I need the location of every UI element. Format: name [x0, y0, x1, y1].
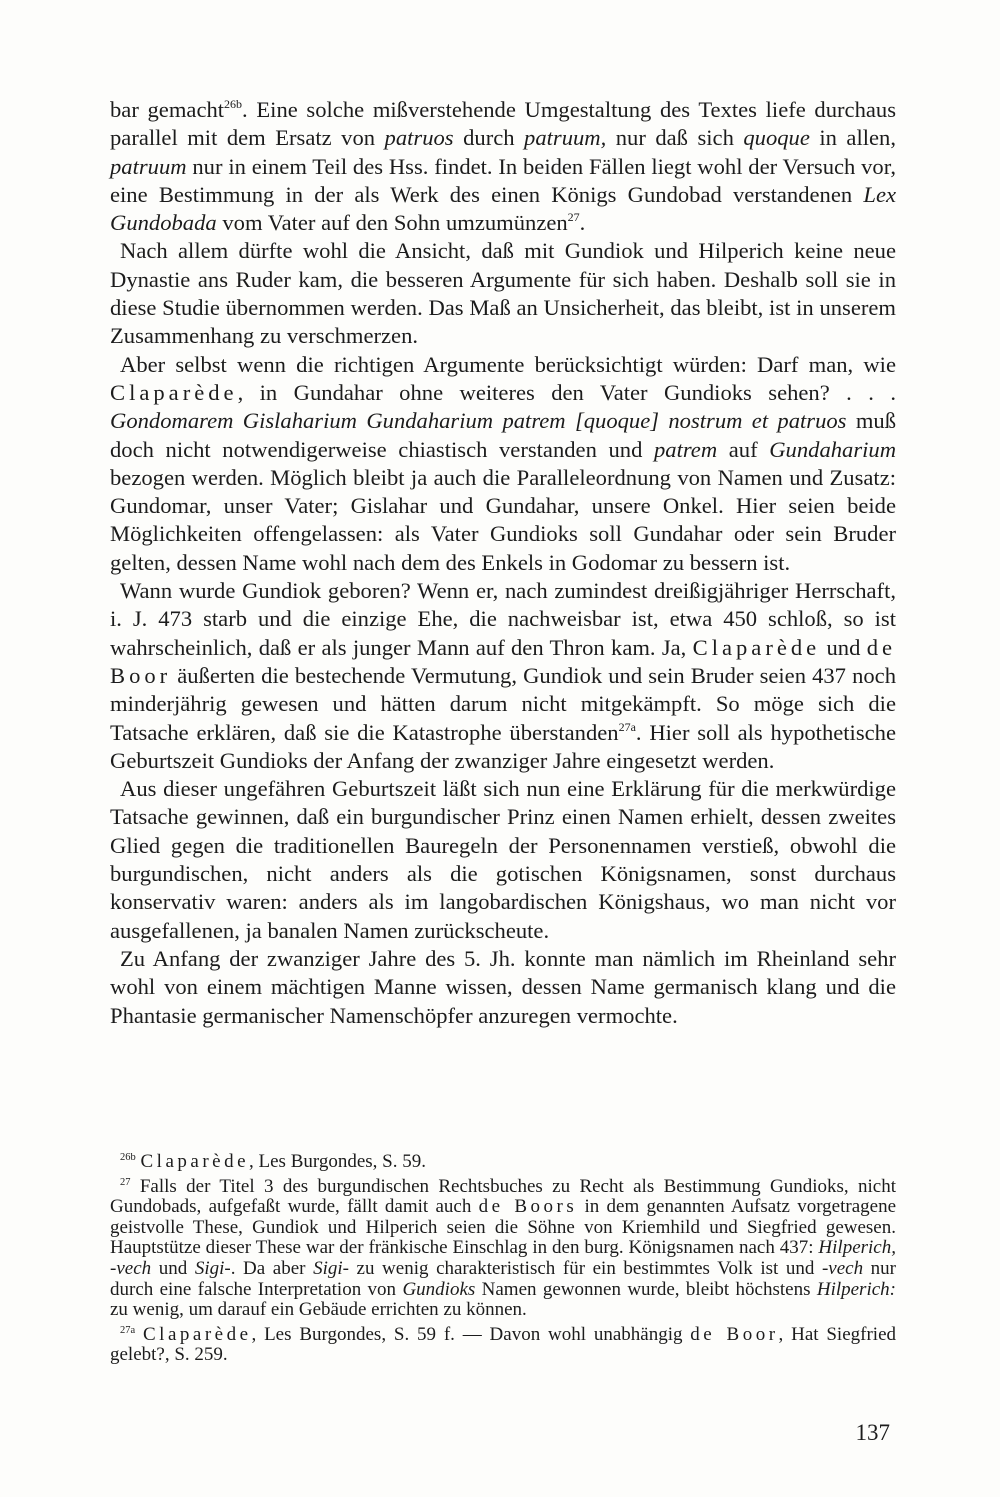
main-text	[110, 96, 896, 1030]
italic-term: Sigi-	[313, 1257, 349, 1279]
footnote-ref-26b[interactable]: 26b	[224, 97, 243, 111]
text-run: , Hat Siegfried gelebt?, S. 259.	[110, 1323, 897, 1366]
text-run: . Eine solche mißverstehende Umgestaltung des Textes liefe durchaus parallel mit dem Ersatz von	[110, 97, 896, 151]
text-run: Aber selbst wenn die richtigen Argumente berücksichtigt würden: Darf man, wie	[120, 351, 896, 377]
text-run: auf	[717, 436, 770, 462]
footnotes	[110, 1152, 896, 1370]
italic-term: Hilperich:	[816, 1278, 896, 1300]
text-run: bar gemacht	[110, 97, 225, 122]
text-run: Wann wurde Gundiok geboren? Wenn er, nach zumindest dreißigjähriger Herrschaft, i. J. 473 starb und die einzige Ehe, die nachweisbar ist, etwa 450 schloß, so ist wahrscheinlich, daß er als junger Mann auf den Thron kam. Ja,	[110, 578, 896, 660]
text-run: nur in einem Teil des Hss. findet. In beiden Fällen liegt wohl der Versuch vor, eine Bestimmung in der als Werk des einen Königs Gundobad verstandenen	[110, 153, 896, 207]
italic-term: Gundioks	[402, 1278, 476, 1300]
footnote-26b	[110, 1152, 896, 1173]
author-name: Claparède	[110, 379, 238, 405]
text-run: in allen,	[809, 125, 896, 151]
footnote-27a	[110, 1325, 896, 1366]
paragraph-5: Aus dieser ungefähren Geburtszeit läßt sich nun eine Erklärung für die merkwürdige Tatsache gewinnen, daß ein burgundischer Prinz einen Namen erhielt, dessen zweites Glied gegen die traditionellen Bauregeln der Personennamen verstieß, obwohl die burgundischen, nicht anders als die gotischen Königsnamen, sonst durchaus konservativ waren: anders als im langobardischen Königshaus, wo man nicht vor ausgefallenen, ja banalen Namen zurückscheute.	[110, 776, 896, 943]
text-run: vom Vater auf den Sohn umzumünzen	[216, 210, 568, 236]
footnote-marker: 26b	[120, 1152, 136, 1163]
text-run: Falls der Titel 3 des burgundischen Rechtsbuches zu Recht als Bestimmung Gundioks, nicht Gundobads, aufgefaßt wurde, fällt damit auch	[110, 1175, 897, 1218]
footnote-ref-27[interactable]: 27	[567, 210, 580, 225]
text-run: . Da aber	[230, 1257, 314, 1279]
author-name: de Boor	[110, 634, 897, 688]
italic-term: patruos	[384, 125, 454, 151]
paragraph-1	[110, 96, 896, 237]
text-run: zu wenig charakteristisch für ein bestimmtes Volk ist und	[348, 1257, 822, 1279]
text-run: nur durch eine falsche Interpretation von	[110, 1257, 897, 1300]
text-run: , Les Burgondes, S. 59 f. — Davon wohl unabhängig	[251, 1323, 691, 1345]
text-run: nur daß sich	[606, 125, 744, 151]
text-run: in dem genannten Aufsatz vorgetragene geistvolle These, Gundiok und Hilperich seien die Söhne von Kriemhild und Siegfried gewesen. Hauptstütze dieser These war der fränkische Einschlag in den burg. Königsnamen nach 437:	[110, 1196, 897, 1259]
text-run: zu wenig, um darauf ein Gebäude errichten zu können.	[110, 1299, 527, 1321]
page-number: 137	[855, 1420, 890, 1445]
paragraph-2: Nach allem dürfte wohl die Ansicht, daß mit Gundiok und Hilperich keine neue Dynastie ans Ruder kam, die besseren Argumente für sich haben. Deshalb soll sie in diese Studie übernommen werden. Das Maß an Unsicherheit, das bleibt, ist in unserem Zusammenhang zu verschmerzen.	[110, 238, 896, 349]
author-name: de Boors	[478, 1196, 578, 1218]
text-run: , Les Burgondes, S. 59.	[249, 1151, 426, 1172]
footnote-27	[110, 1177, 896, 1321]
footnote-ref-27a[interactable]: 27a	[618, 719, 636, 734]
italic-term: quoque	[743, 125, 810, 151]
footnote-marker: 27a	[120, 1324, 136, 1336]
text-run: , in Gundahar ohne weiteres den Vater Gundioks sehen? . . .	[237, 379, 896, 405]
author-name: Claparède	[143, 1323, 252, 1345]
italic-term: -vech	[821, 1257, 864, 1279]
italic-term: Gundaharium	[769, 436, 897, 462]
italic-term: Lex Gundobada	[110, 181, 896, 236]
text-run: und	[820, 634, 867, 660]
paragraph-3	[110, 351, 896, 577]
text-run: .	[579, 210, 586, 236]
italic-term: patrem	[653, 436, 718, 462]
latin-quote: Gondomarem Gislaharium Gundaharium patrem [quoque] nostrum et patruos	[110, 408, 847, 434]
text-run: Namen gewonnen wurde, bleibt höchstens	[475, 1278, 817, 1300]
text-run: bezogen werden. Möglich bleibt ja auch die Paralleleordnung von Namen und Zusatz: Gundomar, unser Vater; Gislahar und Gundahar, unsere Onkel. Hier seien beide Möglichkeiten offengelassen: als Vater Gundioks soll Gundahar oder sein Bruder gelten, dessen Name wohl nach dem des Enkels in Godomar zu bessern ist.	[110, 464, 896, 575]
text-run: und	[151, 1257, 195, 1279]
author-name: de Boor	[690, 1323, 779, 1345]
paragraph-4	[110, 577, 896, 775]
italic-term: Hilperich, -vech	[110, 1237, 896, 1279]
italic-term: Sigi-	[194, 1257, 231, 1279]
text-run: durch	[453, 125, 525, 151]
italic-term: patruum	[110, 153, 187, 179]
footnote-marker: 27	[120, 1176, 131, 1188]
text-run: äußerten die bestechende Vermutung, Gundiok und sein Bruder seien 437 noch minderjährig gewesen und hätten darum nicht mitgekämpft. So möge sich die Tatsache erklären, daß sie die Katastrophe überstanden	[110, 662, 896, 745]
paragraph-6: Zu Anfang der zwanziger Jahre des 5. Jh. konnte man nämlich im Rheinland sehr wohl von einem mächtigen Manne wissen, dessen Name germanisch klang und die Phantasie germanischer Namenschöpfer anzuregen vermochte.	[110, 945, 896, 1028]
italic-term: patruum,	[524, 125, 607, 151]
text-run: muß doch nicht notwendigerweise chiastisch verstanden und	[110, 408, 896, 462]
text-run: . Hier soll als hypothetische Geburtszeit Gundioks der Anfang der zwanziger Jahre eingesetzt werden.	[110, 719, 896, 773]
author-name: Claparède	[692, 634, 821, 660]
author-name: Claparède	[140, 1151, 250, 1172]
